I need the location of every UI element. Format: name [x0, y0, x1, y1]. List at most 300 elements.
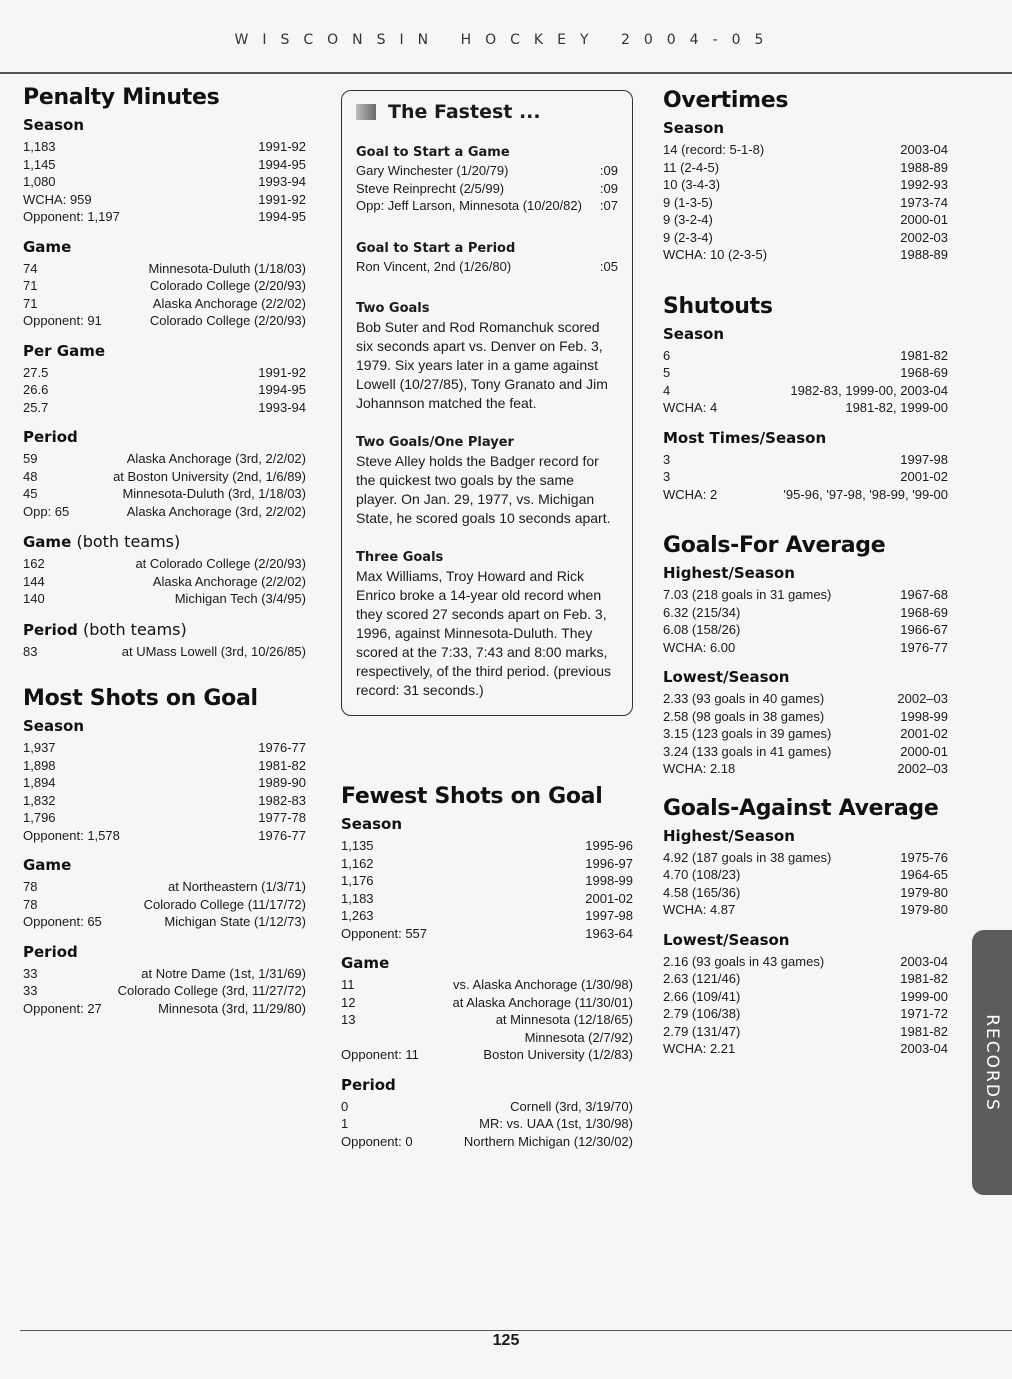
row-value: Opponent: 1,578	[23, 827, 120, 843]
row-value: 1,832	[23, 792, 56, 808]
table-row	[663, 364, 948, 382]
penalty-per-game-table	[23, 364, 306, 417]
row-value: 45	[23, 486, 38, 501]
two-goals-label: Two Goals	[356, 301, 430, 316]
table-row	[341, 1133, 633, 1151]
row-value: 0	[341, 1098, 349, 1114]
penalty-period-both-label	[23, 620, 306, 639]
table-row	[663, 621, 948, 639]
row-value: Opp: 65	[23, 503, 70, 519]
table-row	[23, 896, 306, 914]
row-detail: Alaska Anchorage (2/2/02)	[152, 573, 306, 589]
penalty-game-both-label-bold: Game	[23, 533, 72, 551]
penalty-game-both-table	[23, 555, 306, 608]
row-detail: 1966-67	[900, 622, 948, 637]
fewest-shots-game-label: Game	[341, 954, 390, 972]
row-value: WCHA: 10 (2-3-5)	[663, 247, 768, 262]
table-row	[23, 792, 306, 810]
row-value: 4.92 (187 goals in 38 games)	[663, 849, 832, 865]
row-detail: at Notre Dame (1st, 1/31/69)	[141, 965, 306, 981]
row-value: WCHA: 4.87	[663, 902, 736, 917]
row-detail: Colorado College (2/20/93)	[149, 313, 306, 328]
row-value: 33	[23, 983, 38, 998]
fewest-shots-season-label: Season	[341, 815, 403, 833]
row-detail: 2001-02	[585, 890, 633, 906]
row-value: 71	[23, 278, 38, 293]
table-row	[23, 364, 306, 382]
row-detail: at Northeastern (1/3/71)	[167, 879, 306, 894]
table-row	[23, 450, 306, 468]
overtimes-season-label: Season	[663, 119, 725, 137]
row-value: 3	[663, 469, 671, 484]
gfa-highest-table	[663, 586, 948, 656]
table-row	[23, 312, 306, 330]
row-detail: 1963-64	[585, 925, 633, 941]
row-value: 5	[663, 365, 671, 380]
row-value: Gary Winchester (1/20/79)	[356, 163, 509, 178]
row-value: 3	[663, 451, 671, 467]
row-detail: 2000-01	[900, 743, 948, 759]
row-value: 2.58 (98 goals in 38 games)	[663, 708, 825, 724]
table-row	[663, 399, 948, 417]
row-value: 9 (3-2-4)	[663, 212, 713, 227]
two-goals-one-player-label: Two Goals/One Player	[356, 435, 514, 450]
row-value: 6	[663, 347, 671, 363]
fastest-title: The Fastest ...	[388, 101, 541, 123]
goal-start-period-table	[356, 258, 618, 276]
shutouts-title: Shutouts	[663, 293, 773, 319]
table-row	[23, 156, 306, 174]
table-row	[663, 382, 948, 400]
row-detail: 2000-01	[900, 212, 948, 227]
table-row	[663, 901, 948, 919]
table-row	[341, 1011, 633, 1029]
row-value: 2.63 (121/46)	[663, 971, 741, 986]
row-value: 1,135	[341, 838, 374, 853]
row-value: 9 (2-3-4)	[663, 229, 713, 245]
table-row	[23, 503, 306, 521]
table-row	[23, 173, 306, 191]
table-row	[356, 197, 618, 215]
row-detail: 1979-80	[900, 884, 948, 900]
row-value: 140	[23, 591, 45, 606]
gaa-highest-table	[663, 849, 948, 919]
row-detail: 1997-98	[900, 451, 948, 467]
table-row	[23, 878, 306, 896]
table-row	[23, 809, 306, 827]
most-shots-season-label: Season	[23, 717, 85, 735]
row-detail: 1973-74	[900, 194, 948, 210]
row-value: 1,183	[341, 890, 374, 906]
row-value: 1,145	[23, 156, 56, 172]
table-row	[341, 855, 633, 873]
row-detail: 1998-99	[585, 873, 633, 888]
gfa-highest-label: Highest/Season	[663, 564, 795, 582]
row-value: 1,937	[23, 740, 56, 755]
row-value: 3.24 (133 goals in 41 games)	[663, 743, 832, 759]
table-row	[663, 884, 948, 902]
row-detail: 1981-82	[258, 757, 306, 773]
table-row	[23, 468, 306, 486]
row-detail: 1989-90	[258, 775, 306, 790]
table-row	[663, 1023, 948, 1041]
row-detail: 2003-04	[900, 142, 948, 157]
row-value: 1,796	[23, 810, 56, 825]
row-value: 4.58 (165/36)	[663, 884, 741, 900]
row-value: 12	[341, 994, 356, 1010]
row-detail: 2001-02	[900, 726, 948, 741]
row-detail: Michigan Tech (3/4/95)	[174, 591, 306, 606]
table-row	[23, 295, 306, 313]
row-detail: 1994-95	[258, 209, 306, 224]
top-rule	[0, 72, 1012, 74]
row-detail: 2003-04	[900, 953, 948, 969]
table-row	[663, 639, 948, 657]
fewest-shots-season-table	[341, 837, 633, 942]
records-tab[interactable]	[972, 930, 1012, 1195]
row-detail: 1981-82, 1999-00	[845, 400, 948, 415]
row-detail: 1976-77	[258, 740, 306, 755]
row-value: 48	[23, 468, 38, 484]
row-detail: 1976-77	[900, 639, 948, 655]
row-detail: 1993-94	[258, 174, 306, 189]
table-row	[663, 451, 948, 469]
row-detail: 2002–03	[897, 691, 948, 706]
row-detail: :05	[599, 258, 618, 274]
row-detail: :07	[599, 198, 618, 213]
row-detail: Boston University (1/2/83)	[483, 1047, 633, 1062]
row-value: 2.79 (131/47)	[663, 1023, 741, 1039]
row-value: 1,176	[341, 873, 374, 888]
row-value: 1,162	[341, 855, 374, 871]
penalty-period-both-label-bold: Period	[23, 620, 78, 639]
penalty-season-table	[23, 138, 306, 226]
row-value: Ron Vincent, 2nd (1/26/80)	[356, 258, 512, 274]
square-bullet-icon	[356, 104, 376, 120]
row-value: 26.6	[23, 382, 49, 397]
three-goals-text: Max Williams, Troy Howard and Rick Enrico broke a 14-year old record when they scored 27 seconds apart on Feb. 3, 1996, against Minnesota-Duluth. They scored at the 7:33, 7:43 and 8:00 marks, respectively, of the third period. (previous record: 31 seconds.)	[356, 568, 611, 698]
row-detail: Minnesota-Duluth (1/18/03)	[148, 260, 306, 276]
table-row	[663, 347, 948, 365]
penalty-game-both-suffix: (both teams)	[76, 532, 181, 551]
row-value: 11 (2-4-5)	[663, 159, 720, 175]
row-detail: 1971-72	[900, 1006, 948, 1021]
row-detail: 2002–03	[897, 761, 948, 776]
penalty-minutes-title: Penalty Minutes	[23, 85, 220, 110]
most-shots-period-label: Period	[23, 942, 78, 961]
fewest-shots-period-label: Period	[341, 1075, 396, 1094]
overtimes-season-table	[663, 141, 948, 264]
goal-start-game-table	[356, 162, 618, 215]
table-row	[341, 925, 633, 943]
row-detail: Colorado College (2/20/93)	[149, 278, 306, 293]
row-value: WCHA: 2	[663, 486, 718, 502]
gaa-title: Goals-Against Average	[663, 795, 939, 821]
table-row	[663, 849, 948, 867]
row-detail: 1991-92	[258, 364, 306, 380]
row-detail: 1981-82	[900, 971, 948, 986]
table-row	[23, 965, 306, 983]
row-value: Opponent: 1,197	[23, 209, 120, 224]
row-value: 11	[341, 977, 355, 992]
table-row	[23, 643, 306, 661]
table-row	[23, 913, 306, 931]
row-value: 27.5	[23, 364, 49, 380]
penalty-period-both-suffix: (both teams)	[82, 619, 187, 639]
row-value: 83	[23, 643, 38, 659]
table-row	[23, 208, 306, 226]
row-value: 2.33 (93 goals in 40 games)	[663, 691, 825, 706]
table-row	[341, 890, 633, 908]
row-value: 7.03 (218 goals in 31 games)	[663, 587, 832, 602]
table-row	[663, 468, 948, 486]
row-value: WCHA: 6.00	[663, 639, 736, 655]
row-value: 1,183	[23, 139, 56, 154]
penalty-season-label: Season	[23, 116, 85, 134]
page-number: 125	[492, 1332, 520, 1349]
row-value: Opponent: 557	[341, 925, 428, 941]
table-row	[663, 1005, 948, 1023]
table-row	[23, 757, 306, 775]
row-detail: 1982-83	[258, 792, 306, 808]
middle-column	[341, 90, 633, 1150]
row-detail: Alaska Anchorage (2/2/02)	[152, 295, 306, 311]
penalty-period-label: Period	[23, 428, 78, 446]
table-row	[663, 229, 948, 247]
row-value: 9 (1-3-5)	[663, 194, 713, 210]
row-value: 3.15 (123 goals in 39 games)	[663, 726, 832, 741]
table-row	[23, 827, 306, 845]
most-shots-period-table	[23, 965, 306, 1018]
table-row	[23, 573, 306, 591]
fewest-shots-period-table	[341, 1098, 633, 1151]
table-row	[663, 141, 948, 159]
row-detail: 1992-93	[900, 177, 948, 192]
most-shots-game-table	[23, 878, 306, 931]
table-row	[356, 162, 618, 180]
row-value: 2.66 (109/41)	[663, 988, 741, 1004]
row-detail: at UMass Lowell (3rd, 10/26/85)	[121, 643, 306, 659]
row-value: 162	[23, 556, 45, 571]
row-detail: 1999-00	[900, 988, 948, 1004]
row-detail: 1981-82	[900, 1023, 948, 1039]
row-value: WCHA: 4	[663, 400, 718, 415]
row-detail: 1991-92	[258, 139, 306, 154]
overtimes-title: Overtimes	[663, 88, 789, 113]
three-goals-label: Three Goals	[356, 550, 444, 565]
table-row	[341, 837, 633, 855]
row-value: 78	[23, 896, 38, 912]
most-shots-season-table	[23, 739, 306, 844]
table-row	[663, 486, 948, 504]
row-detail: Colorado College (11/17/72)	[143, 896, 306, 912]
two-goals-one-player-text: Steve Alley holds the Badger record for the quickest two goals by the same player. On Jan. 29, 1977, vs. Michigan State, he scored goals 10 seconds apart.	[356, 453, 611, 526]
table-row	[663, 970, 948, 988]
table-row	[23, 381, 306, 399]
goal-start-game-label: Goal to Start a Game	[356, 145, 510, 160]
row-detail: at Minnesota (12/18/65)	[495, 1012, 633, 1027]
table-row	[663, 953, 948, 971]
table-row	[23, 555, 306, 573]
row-value: Opp: Jeff Larson, Minnesota (10/20/82)	[356, 198, 582, 213]
row-value: 1,080	[23, 174, 56, 189]
row-value: 6.32 (215/34)	[663, 604, 741, 620]
table-row	[663, 176, 948, 194]
table-row	[663, 246, 948, 264]
row-detail: 1982-83, 1999-00, 2003-04	[790, 382, 948, 398]
penalty-game-both-label	[23, 532, 306, 551]
penalty-period-table	[23, 450, 306, 520]
bottom-rule	[20, 1330, 1012, 1331]
table-row	[341, 994, 633, 1012]
table-row	[663, 159, 948, 177]
row-value: 144	[23, 573, 45, 589]
row-detail: 1996-97	[585, 855, 633, 871]
row-detail: 1964-65	[900, 867, 948, 882]
gaa-lowest-table	[663, 953, 948, 1058]
row-value: Opponent: 0	[341, 1133, 413, 1149]
table-row	[341, 1029, 633, 1047]
row-value: 6.08 (158/26)	[663, 622, 741, 637]
left-column	[23, 85, 306, 1017]
row-detail: Colorado College (3rd, 11/27/72)	[117, 983, 306, 998]
table-row	[663, 604, 948, 622]
row-detail: 1968-69	[900, 365, 948, 380]
row-detail: Michigan State (1/12/73)	[164, 914, 306, 929]
table-row	[23, 590, 306, 608]
table-row	[23, 485, 306, 503]
row-value: WCHA: 959	[23, 191, 92, 207]
table-row	[23, 277, 306, 295]
row-value: Opponent: 91	[23, 313, 102, 328]
table-row	[23, 260, 306, 278]
row-detail: Alaska Anchorage (3rd, 2/2/02)	[126, 451, 306, 466]
row-value: 4	[663, 382, 671, 398]
row-detail: 1994-95	[258, 382, 306, 397]
row-detail: :09	[599, 180, 618, 196]
table-row	[356, 180, 618, 198]
table-row	[663, 760, 948, 778]
table-row	[23, 191, 306, 209]
row-value: 13	[341, 1012, 356, 1027]
gfa-title: Goals-For Average	[663, 533, 886, 558]
table-row	[341, 907, 633, 925]
row-detail: Minnesota-Duluth (3rd, 1/18/03)	[122, 486, 306, 501]
records-tab-label: RECORDS	[982, 1013, 1002, 1112]
row-detail: 2002-03	[900, 229, 948, 245]
row-value: 71	[23, 295, 38, 311]
table-row	[663, 743, 948, 761]
row-value: 25.7	[23, 399, 49, 415]
fastest-box	[341, 90, 633, 716]
row-value: 1,263	[341, 908, 374, 923]
table-row	[23, 739, 306, 757]
two-goals-text: Bob Suter and Rod Romanchuk scored six seconds apart vs. Denver on Feb. 3, 1979. Six years later in a game against Lowell (10/27/85), Tony Granato and Jim Johannson matched the feat.	[356, 319, 608, 411]
row-detail: MR: vs. UAA (1st, 1/30/98)	[479, 1116, 633, 1131]
gaa-lowest-label: Lowest/Season	[663, 930, 790, 949]
row-detail: 1981-82	[900, 347, 948, 363]
shutouts-most-times-label: Most Times/Season	[663, 428, 827, 447]
row-detail: 1994-95	[258, 156, 306, 172]
row-detail: 1998-99	[900, 708, 948, 724]
row-value: 78	[23, 879, 38, 894]
row-detail: '95-96, '97-98, '98-99, '99-00	[783, 486, 948, 502]
row-detail: Cornell (3rd, 3/19/70)	[510, 1098, 633, 1114]
table-row	[341, 1046, 633, 1064]
penalty-game-table	[23, 260, 306, 330]
table-row	[23, 1000, 306, 1018]
row-detail: 1993-94	[258, 399, 306, 415]
row-detail: 1995-96	[585, 838, 633, 853]
goal-start-period-label: Goal to Start a Period	[356, 240, 516, 256]
penalty-period-both-table	[23, 643, 306, 661]
row-detail: Minnesota (2/7/92)	[524, 1029, 633, 1045]
row-detail: Alaska Anchorage (3rd, 2/2/02)	[126, 503, 306, 519]
most-shots-title: Most Shots on Goal	[23, 686, 258, 711]
most-shots-game-label: Game	[23, 856, 72, 874]
row-detail: at Alaska Anchorage (11/30/01)	[452, 994, 633, 1010]
row-value: 74	[23, 260, 38, 276]
row-value: WCHA: 2.18	[663, 761, 736, 776]
table-row	[341, 1098, 633, 1116]
row-detail: 1967-68	[900, 587, 948, 602]
row-value: 1	[341, 1116, 349, 1131]
penalty-per-game-label: Per Game	[23, 341, 106, 360]
row-detail: 1976-77	[258, 827, 306, 843]
gaa-highest-label: Highest/Season	[663, 826, 795, 845]
page-header: WISCONSIN HOCKEY 2004-05	[234, 32, 778, 48]
shutouts-most-times-table	[663, 451, 948, 504]
table-row	[663, 211, 948, 229]
row-value: Opponent: 11	[341, 1047, 419, 1062]
row-detail: 1975-76	[900, 849, 948, 865]
fewest-shots-title: Fewest Shots on Goal	[341, 784, 603, 809]
table-row	[663, 194, 948, 212]
row-detail: at Colorado College (2/20/93)	[135, 556, 306, 571]
right-column	[663, 88, 948, 1058]
row-detail: :09	[599, 163, 618, 178]
row-detail: 1988-89	[900, 247, 948, 262]
row-detail: 1968-69	[900, 604, 948, 620]
row-value: 4.70 (108/23)	[663, 867, 741, 882]
row-value: 2.16 (93 goals in 43 games)	[663, 953, 825, 969]
row-value: Steve Reinprecht (2/5/99)	[356, 180, 505, 196]
row-value: 10 (3-4-3)	[663, 177, 721, 192]
row-detail: 2003-04	[900, 1041, 948, 1056]
row-detail: 1988-89	[900, 159, 948, 175]
shutouts-season-label: Season	[663, 324, 725, 343]
table-row	[663, 690, 948, 708]
table-row	[341, 1115, 633, 1133]
table-row	[663, 586, 948, 604]
table-row	[341, 976, 633, 994]
fewest-shots-game-table	[341, 976, 633, 1064]
row-detail: 1977-78	[258, 810, 306, 825]
table-row	[663, 725, 948, 743]
table-row	[663, 708, 948, 726]
row-detail: at Boston University (2nd, 1/6/89)	[113, 468, 306, 484]
table-row	[663, 1040, 948, 1058]
row-detail: 1979-80	[900, 902, 948, 917]
table-row	[23, 774, 306, 792]
gfa-lowest-table	[663, 690, 948, 778]
fastest-header	[356, 101, 618, 123]
row-detail: 2001-02	[900, 469, 948, 484]
row-detail: 1997-98	[585, 908, 633, 923]
row-value: 14 (record: 5-1-8)	[663, 142, 765, 157]
penalty-game-label: Game	[23, 237, 72, 256]
row-detail: Minnesota (3rd, 11/29/80)	[158, 1000, 306, 1016]
